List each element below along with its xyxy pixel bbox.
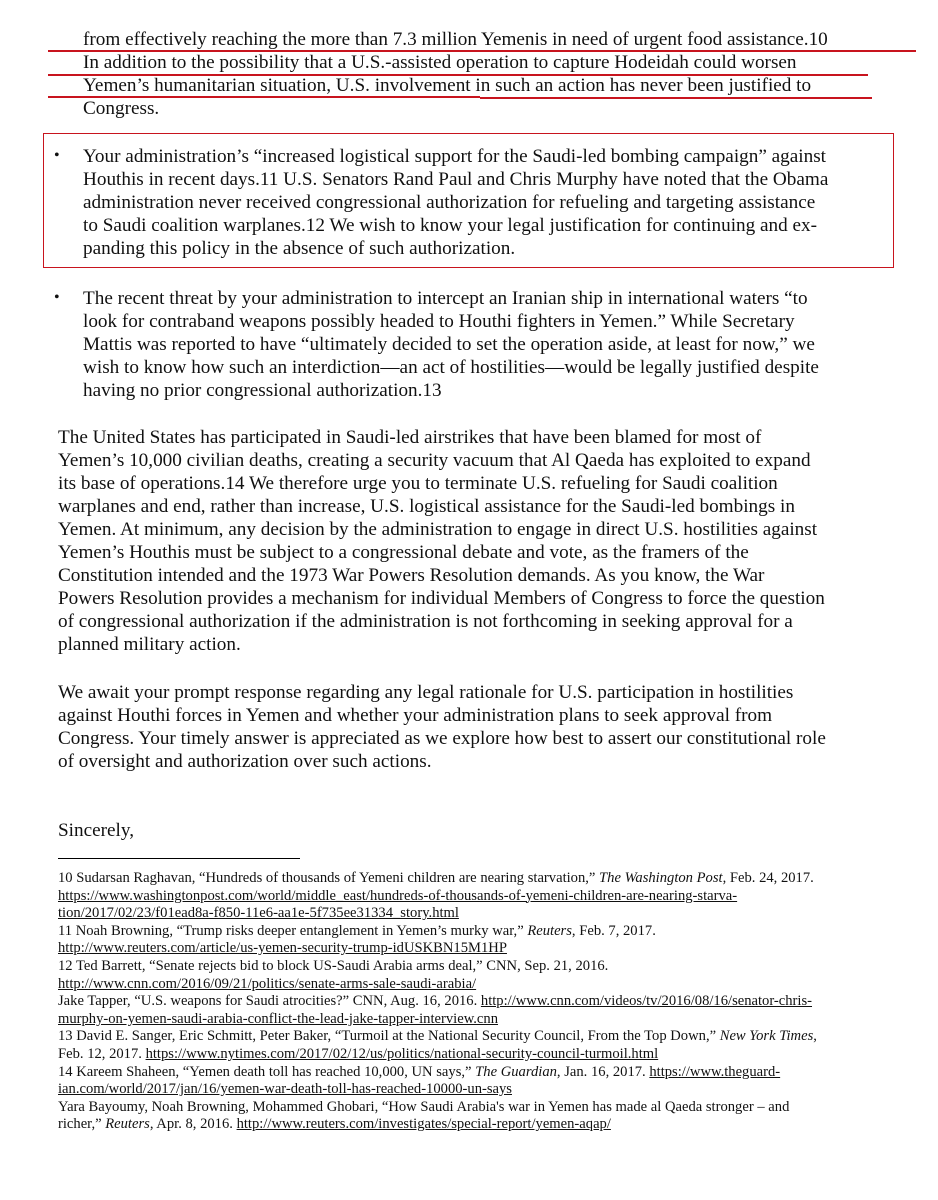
body-paragraph-line: The United States has participated in Saudi-led airstrikes that have been blamed for most of (58, 427, 762, 448)
bullet-text-line: panding this policy in the absence of such authorization. (83, 238, 516, 259)
footnote-text: 14 Kareem Shaheen, “Yemen death toll has reached 10,000, UN says,” (58, 1063, 476, 1080)
intro-text-line: In addition to the possibility that a U.S.-assisted operation to capture Hodeidah could worsen (83, 52, 797, 73)
red-underline (480, 97, 872, 99)
footnote-text: 13 David E. Sanger, Eric Schmitt, Peter Baker, “Turmoil at the National Security Council, From the Top Down,” (58, 1028, 720, 1045)
footnote-link[interactable]: murphy-on-yemen-saudi-arabia-conflict-the-lead-jake-tapper-interview.cnn (58, 1010, 499, 1027)
footnote-link[interactable]: https://www.theguard- (649, 1063, 781, 1080)
intro-text-line: from effectively reaching the more than 7.3 million Yemenis in need of urgent food assistance.10 (83, 29, 828, 50)
bullet-text-line: The recent threat by your administration to intercept an Iranian ship in international waters “to (83, 288, 808, 309)
body-paragraph-line: We await your prompt response regarding any legal rationale for U.S. participation in hostilities (58, 682, 794, 703)
body-paragraph-line: of oversight and authorization over such actions. (58, 751, 432, 772)
body-paragraph-line: Powers Resolution provides a mechanism for individual Members of Congress to force the question (58, 588, 825, 609)
bullet-text-line: wish to know how such an interdiction—an act of hostilities—would be legally justified despite (83, 357, 819, 378)
bullet-text-line: administration never received congressional authorization for refueling and targeting assistance (83, 192, 816, 213)
footnote-text: 10 Sudarsan Raghavan, “Hundreds of thousands of Yemeni children are nearing starvation,” (58, 870, 600, 886)
body-paragraph-line: Yemen’s 10,000 civilian deaths, creating a security vacuum that Al Qaeda has exploited to expand (58, 450, 811, 471)
footnote-text: The Guardian (475, 1063, 557, 1080)
footnote-text: , Feb. 24, 2017. (722, 870, 814, 886)
footnote-text: , Jan. 16, 2017. (556, 1063, 650, 1080)
footnote-text: Jake Tapper, “U.S. weapons for Saudi atrocities?” CNN, Aug. 16, 2016. (58, 993, 481, 1010)
closing-salutation: Sincerely, (58, 820, 135, 841)
bullet-icon: • (54, 147, 60, 164)
body-paragraph-line: Constitution intended and the 1973 War Powers Resolution demands. As you know, the War (58, 565, 765, 586)
body-paragraph-line: its base of operations.14 We therefore urge you to terminate U.S. refueling for Saudi coalition (58, 473, 778, 494)
footnote-text: Reuters (527, 922, 572, 939)
body-paragraph-line: against Houthi forces in Yemen and whether your administration plans to seek approval from (58, 705, 773, 726)
intro-text-line: Congress. (83, 98, 160, 119)
footnote-text: The Washington Post (599, 870, 723, 886)
footnote-text: 12 Ted Barrett, “Senate rejects bid to block US-Saudi Arabia arms deal,” CNN, Sep. 21, 2016. (58, 958, 609, 974)
footnote-separator (58, 858, 300, 859)
bullet-text-line: Your administration’s “increased logistical support for the Saudi-led bombing campaign” against (83, 146, 827, 167)
bullet-text-line: look for contraband weapons possibly headed to Houthi fighters in Yemen.” While Secretary (83, 311, 795, 332)
footnote-link[interactable]: http://www.reuters.com/article/us-yemen-security-trump-idUSKBN15M1HP (58, 940, 507, 957)
footnote-text: , (813, 1028, 817, 1045)
footnote-link[interactable]: ian.com/world/2017/jan/16/yemen-war-death-toll-has-reached-10000-un-says (58, 1081, 512, 1098)
bullet-text-line: Mattis was reported to have “ultimately decided to set the operation aside, at least for now,” we (83, 334, 815, 355)
footnote-text: , Feb. 7, 2017. (571, 922, 656, 939)
footnote-link[interactable]: http://www.cnn.com/2016/09/21/politics/senate-arms-sale-saudi-arabia/ (58, 975, 477, 992)
footnote-link[interactable]: https://www.washingtonpost.com/world/middle_east/hundreds-of-thousands-of-yemeni-children-are-nearing-starva- (58, 887, 738, 904)
body-paragraph-line: warplanes and end, rather than increase, U.S. logistical assistance for the Saudi-led bombings in (58, 496, 795, 517)
body-paragraph-line: planned military action. (58, 634, 241, 655)
footnote-link[interactable]: tion/2017/02/23/f01ead8a-f850-11e6-aa1e-5f735ee31334_story.html (58, 905, 459, 922)
footnote-text: 11 Noah Browning, “Trump risks deeper entanglement in Yemen’s murky war,” (58, 922, 528, 939)
bullet-icon: • (54, 289, 60, 306)
footnote-text: New York Times (719, 1028, 814, 1045)
bullet-text-line: having no prior congressional authorization.13 (83, 380, 442, 401)
footnote-link[interactable]: http://www.reuters.com/investigates/special-report/yemen-aqap/ (236, 1116, 611, 1133)
footnote-text: richer,” (58, 1116, 106, 1133)
bullet-text-line: Houthis in recent days.11 U.S. Senators Rand Paul and Chris Murphy have noted that the Obama (83, 169, 829, 190)
footnote-link[interactable]: https://www.nytimes.com/2017/02/12/us/politics/national-security-council-turmoil.html (145, 1046, 659, 1062)
footnote-text: Reuters (105, 1116, 150, 1133)
bullet-text-line: to Saudi coalition warplanes.12 We wish to know your legal justification for continuing and ex- (83, 215, 818, 236)
body-paragraph-line: Congress. Your timely answer is appreciated as we explore how best to assert our constitutional role (58, 728, 826, 749)
footnote-text: , Apr. 8, 2016. (149, 1116, 237, 1133)
body-paragraph-line: Yemen’s Houthis must be subject to a congressional debate and vote, as the framers of the (58, 542, 749, 563)
footnote-link[interactable]: http://www.cnn.com/videos/tv/2016/08/16/senator-chris- (480, 993, 813, 1010)
footnote-text: Yara Bayoumy, Noah Browning, Mohammed Ghobari, “How Saudi Arabia's war in Yemen has made al Qaeda stronger – and (58, 1098, 790, 1115)
body-paragraph-line: Yemen. At minimum, any decision by the administration to engage in direct U.S. hostilities against (58, 519, 818, 540)
footnote-line (58, 1114, 611, 1134)
intro-text-line: Yemen’s humanitarian situation, U.S. involvement in such an action has never been justified to (83, 75, 812, 96)
body-paragraph-line: of congressional authorization if the administration is not forthcoming in seeking approval for a (58, 611, 793, 632)
footnote-text: Feb. 12, 2017. (58, 1046, 146, 1062)
